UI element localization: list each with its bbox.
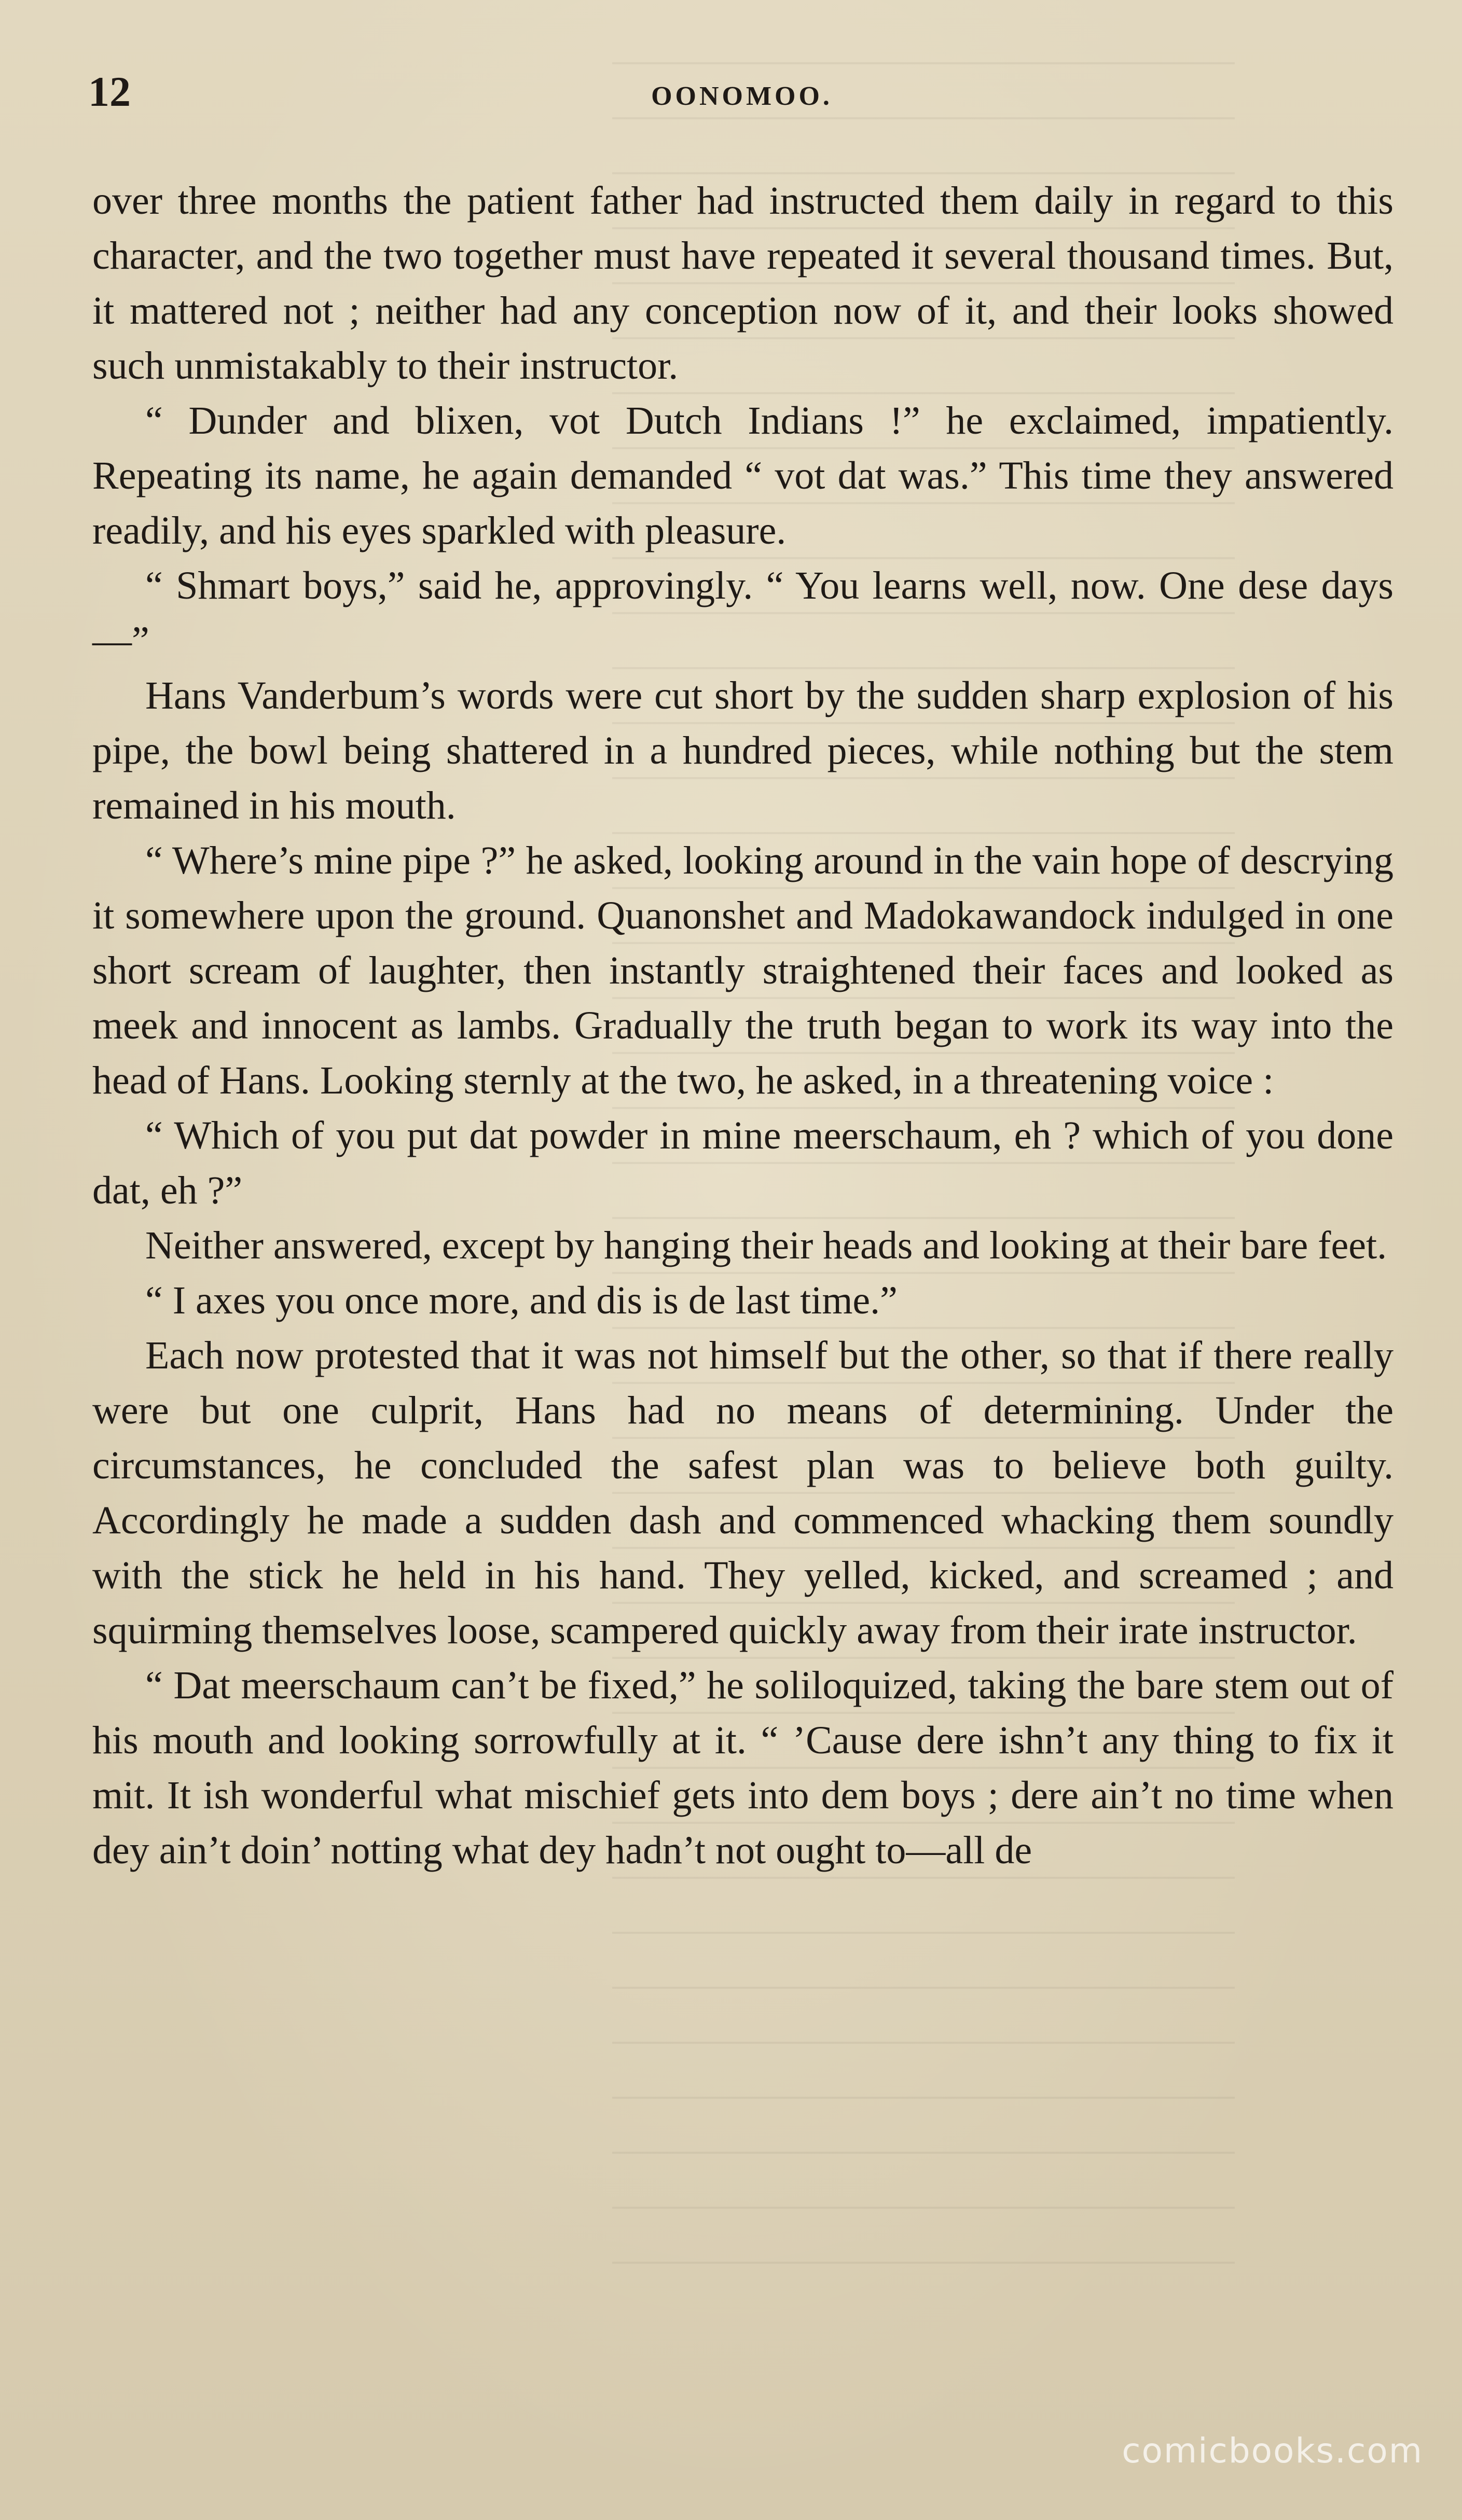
paragraph-10: “ Dat meerschaum can’t be fixed,” he soliloquized, taking the bare stem out of his mouth and looking sorrowfully at it. “ ’Cause dere ishn’t any thing to fix it mit. It ish wonderful what mischief gets into dem boys ; dere ain’t no time when dey ain’t doin’ notting what dey hadn’t not ought to—all de	[92, 1664, 1394, 1872]
page-number: 12	[88, 68, 131, 115]
body-text	[92, 173, 1394, 1878]
watermark: comicbooks.com	[1122, 2431, 1423, 2471]
paragraph-8: “ I axes you once more, and dis is de last time.”	[145, 1279, 898, 1322]
running-head: OONOMOO.	[651, 81, 833, 111]
paragraph-4: Hans Vanderbum’s words were cut short by the sudden sharp explosion of his pipe, the bowl being shattered in a hundred pieces, while nothing but the stem remained in his mouth.	[92, 674, 1394, 827]
paragraph-7: Neither answered, except by hanging their heads and looking at their bare feet.	[145, 1224, 1387, 1267]
paragraph-3: “ Shmart boys,” said he, approvingly. “ You learns well, now. One dese days—”	[92, 564, 1394, 662]
paragraph-1: over three months the patient father had instructed them daily in regard to this character, and the two together must have repeated it several thousand times. But, it mattered not ; neither had any conception now of it, and their looks showed such unmistakably to their instructor.	[92, 179, 1394, 387]
page-header	[88, 62, 1396, 130]
paragraph-2: “ Dunder and blixen, vot Dutch Indians !” he exclaimed, impatiently. Repeating its name, he again demanded “ vot dat was.” This time they answered readily, and his eyes sparkled with pleasure.	[92, 399, 1394, 552]
paragraph-9: Each now protested that it was not himself but the other, so that if there really were but one culprit, Hans had no means of determining. Under the circumstances, he concluded the safest plan was to believe both guilty. Accordingly he made a sudden dash and commenced whacking them soundly with the stick he held in his hand. They yelled, kicked, and screamed ; and squirming themselves loose, scampered quickly away from their irate instructor.	[92, 1334, 1394, 1652]
paragraph-6: “ Which of you put dat powder in mine meerschaum, eh ? which of you done dat, eh ?”	[92, 1114, 1394, 1212]
paragraph-5: “ Where’s mine pipe ?” he asked, looking around in the vain hope of descrying it somewhere upon the ground. Quanonshet and Madokawandock indulged in one short scream of laughter, then instantly straightened their faces and looked as meek and innocent as lambs. Gradually the truth began to work its way into the head of Hans. Looking sternly at the two, he asked, in a threatening voice :	[92, 839, 1394, 1102]
